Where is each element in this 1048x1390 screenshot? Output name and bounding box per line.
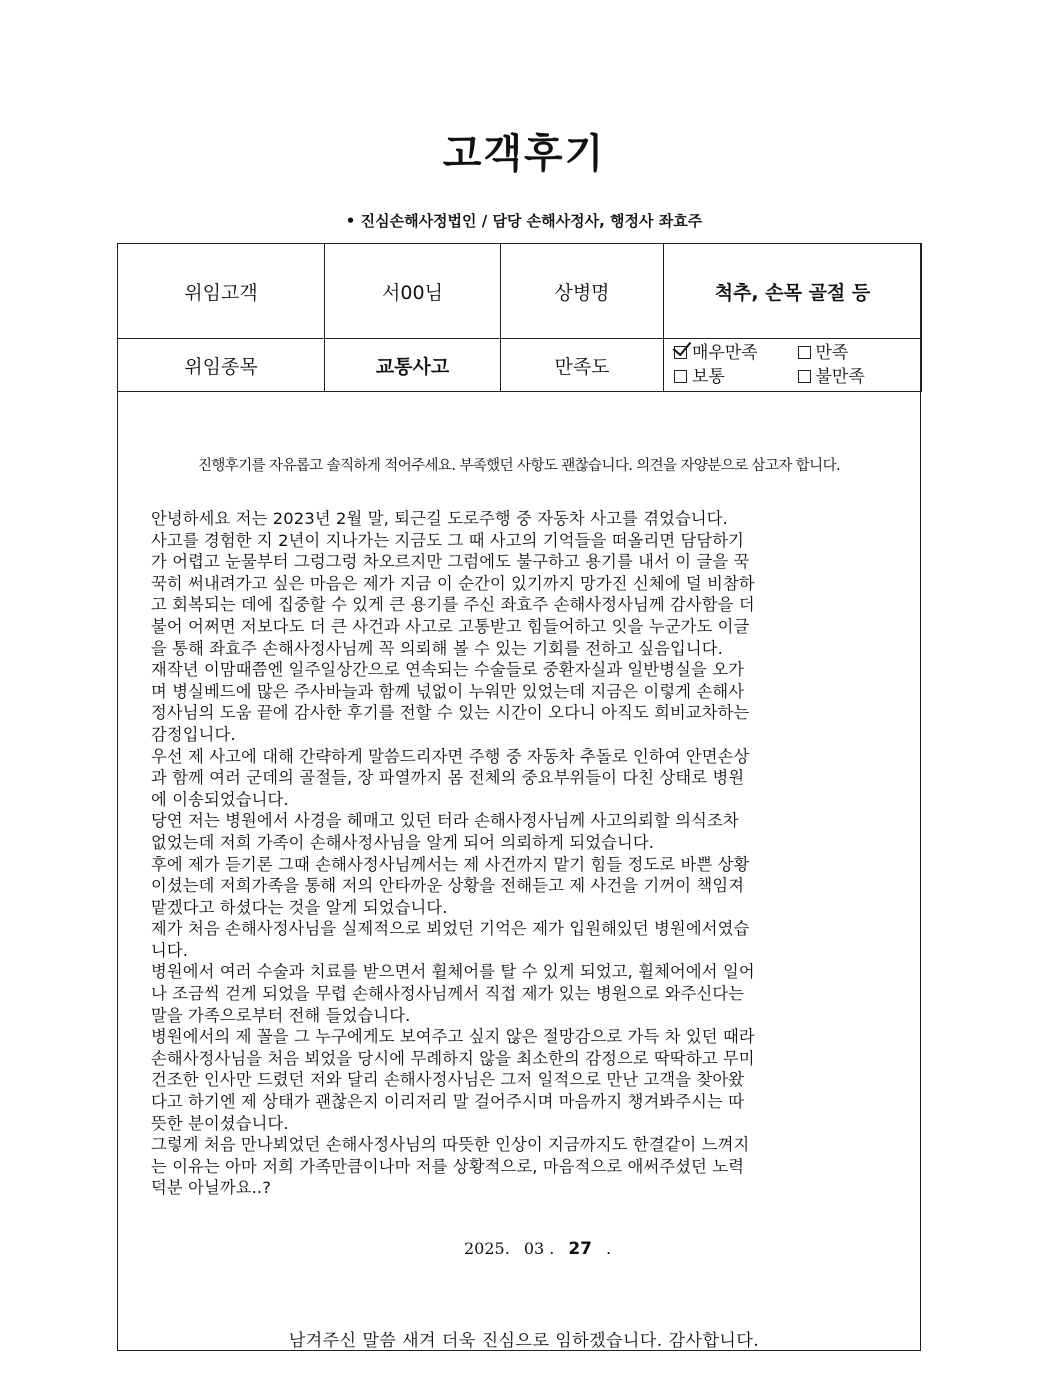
client-value: 서00님 (325, 244, 501, 339)
letter-line: 재작년 이맘때쯤엔 일주일상간으로 연속되는 수술들로 중환자실과 일반병실을 오가 (151, 660, 744, 680)
letter-line: 과 함께 여러 군데의 골절들, 장 파열까지 몸 전체의 중요부위들이 다친 상태로 병원 (151, 768, 745, 788)
letter-line: 고 회복되는 데에 집중할 수 있게 큰 용기를 주신 좌효주 손해사정사님께 감사함을 더 (151, 595, 755, 615)
letter-line: 사고를 경험한 지 2년이 지나가는 지금도 그 때 사고의 기억들을 떠올리면 담담하기 (151, 530, 745, 550)
letter-line: 그렇게 처음 만나뵈었던 손해사정사님의 따뜻한 인상이 지금까지도 한결같이 느껴지 (151, 1135, 750, 1155)
option-very-satisfied[interactable]: 매우만족 (674, 341, 798, 365)
letter-line: 을 통해 좌효주 손해사정사님께 꼭 의뢰해 볼 수 있는 기회를 전하고 싶음입니다. (151, 638, 723, 658)
date-day: 27 (568, 1239, 593, 1259)
letter-line: 이셨는데 저희가족을 통해 저의 안타까운 상황을 전해듣고 제 사건을 기꺼이 책임져 (151, 876, 745, 896)
type-label: 위임종목 (118, 339, 325, 392)
closing-message: 남겨주신 말씀 새겨 더욱 진심으로 임하겠습니다. 감사합니다. (288, 1331, 760, 1351)
date-year: 2025. (464, 1239, 510, 1258)
info-table (117, 243, 922, 392)
satisfaction-options (664, 339, 922, 392)
letter-line: 다고 하기엔 제 상태가 괜찮은지 이리저리 말 걸어주시며 마음까지 챙겨봐주시는 따 (151, 1092, 745, 1112)
review-letter (151, 508, 903, 1199)
letter-line: 가 어렵고 눈물부터 그렁그렁 차오르지만 그럼에도 불구하고 용기를 내서 이 글을 꾹 (151, 552, 750, 572)
letter-line: 니다. (151, 940, 189, 960)
review-instruction: 진행후기를 자유롭고 솔직하게 적어주세요. 부족했던 사항도 괜찮습니다. 의견을 자양분으로 삼고자 합니다. (197, 458, 841, 474)
info-row-type (118, 339, 922, 392)
option-normal[interactable]: 보통 (674, 365, 798, 389)
checked-checkbox-icon (674, 346, 687, 359)
letter-line: 없었는데 저희 가족이 손해사정사님을 알게 되어 의뢰하게 되었습니다. (151, 832, 655, 852)
option-satisfied[interactable]: 만족 (798, 341, 922, 365)
type-value: 교통사고 (325, 339, 501, 392)
letter-line: 나 조금씩 걷게 되었을 무렵 손해사정사님께서 직접 제가 있는 병원으로 와주신다는 (151, 984, 745, 1004)
letter-line: 당연 저는 병원에서 사경을 헤매고 있던 터라 손해사정사님께 사고의뢰할 의식조차 (151, 811, 739, 831)
date-end: . (606, 1239, 612, 1258)
letter-line: 병원에서의 제 꼴을 그 누구에게도 보여주고 싶지 않은 절망감으로 가득 차 있던 때라 (151, 1027, 755, 1047)
letter-line: 는 이유는 아마 저희 가족만큼이나마 저를 상황적으로, 마음적으로 애써주셨던 노력 (151, 1156, 745, 1176)
letter-line: 불어 어쩌면 저보다도 더 큰 사건과 사고로 고통받고 힘들어하고 잇을 누군가도 이글 (151, 616, 750, 636)
satisfaction-label: 만족도 (501, 339, 664, 392)
letter-line: 뜻한 분이셨습니다. (151, 1113, 289, 1133)
injury-value: 척추, 손목 골절 등 (664, 244, 922, 339)
letter-line: 에 이송되었습니다. (151, 789, 289, 809)
letter-line: 후에 제가 듣기론 그때 손해사정사님께서는 제 사건까지 맡기 힘들 정도로 바쁜 상황 (151, 854, 750, 874)
letter-line: 덕분 아닐까요..? (151, 1178, 272, 1198)
checkbox-icon (674, 370, 687, 383)
injury-label: 상병명 (501, 244, 664, 339)
checkbox-icon (798, 346, 811, 359)
option-unsatisfied[interactable]: 불만족 (798, 365, 922, 389)
date-month: 03 . (523, 1239, 555, 1258)
info-row-client (118, 244, 922, 339)
letter-line: 꾹히 써내려가고 싶은 마음은 제가 지금 이 순간이 있기까지 망가진 신체에 덜 비참하 (151, 573, 755, 593)
letter-line: 맡겠다고 하셨다는 것을 알게 되었습니다. (151, 897, 448, 917)
letter-line: 병원에서 여러 수술과 치료를 받으면서 휠체어를 탈 수 있게 되었고, 휠체어에서 일어 (151, 962, 755, 982)
letter-line: 감정입니다. (151, 724, 236, 744)
letter-line: 며 병실베드에 많은 주사바늘과 함께 넋없이 누워만 있었는데 지금은 이렇게 손해사 (151, 681, 745, 701)
checkbox-icon (798, 370, 811, 383)
page-title: 고객후기 (442, 130, 606, 177)
letter-line: 정사님의 도움 끝에 감사한 후기를 전할 수 있는 시간이 오다니 아직도 희비교차하는 (151, 703, 750, 723)
letter-line: 손해사정사님을 처음 뵈었을 당시에 무례하지 않을 최소한의 감정으로 딱딱하고 무미 (151, 1048, 755, 1068)
letter-line: 건조한 인사만 드렸던 저와 달리 손해사정사님은 그저 일적으로 만난 고객을 찾아왔 (151, 1070, 745, 1090)
letter-line: 안녕하세요 저는 2023년 2월 말, 퇴근길 도로주행 중 자동차 사고를 겪었습니다. (151, 509, 728, 528)
client-label: 위임고객 (118, 244, 325, 339)
letter-line: 말을 가족으로부터 전해 들었습니다. (151, 1005, 411, 1025)
review-date (464, 1239, 611, 1259)
letter-line: 제가 처음 손해사정사님을 실제적으로 뵈었던 기억은 제가 입원해있던 병원에서였습 (151, 919, 750, 939)
company-subtitle: • 진심손해사정법인 / 담당 손해사정사, 행정사 좌효주 (345, 212, 703, 230)
letter-line: 우선 제 사고에 대해 간략하게 말씀드리자면 주행 중 자동차 추돌로 인하여 안면손상 (151, 746, 750, 766)
